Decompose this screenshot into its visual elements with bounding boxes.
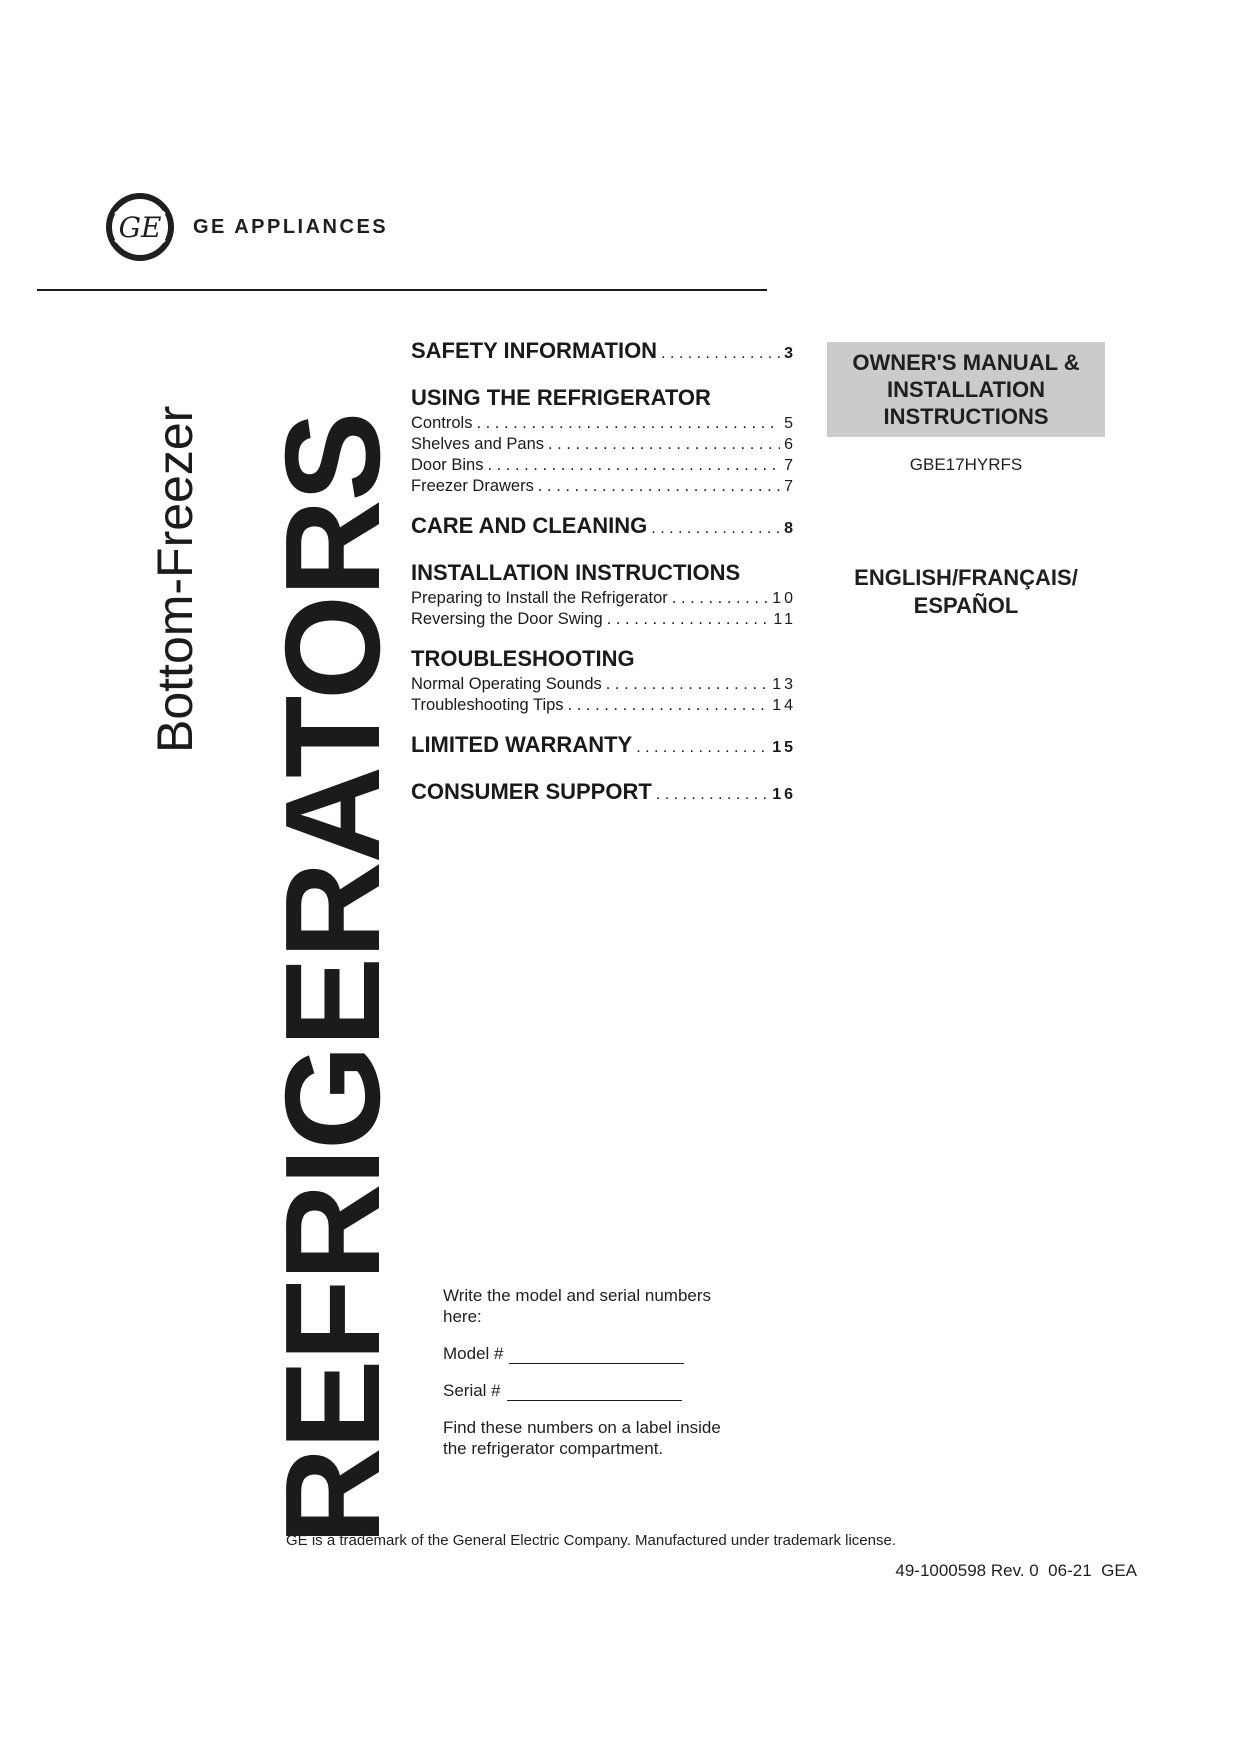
toc-page-number: 7: [784, 457, 796, 474]
manual-type-box: [827, 342, 1105, 437]
toc-section: [411, 511, 796, 544]
toc-section-title: CONSUMER SUPPORT: [411, 779, 652, 804]
serial-number-block: [443, 1285, 743, 1459]
model-number-label: Model #: [443, 1344, 504, 1363]
toc-entry: [411, 695, 796, 716]
toc-page-number: 5: [784, 415, 796, 432]
toc-section: [411, 777, 796, 810]
toc-leader-dots: [607, 609, 770, 630]
toc-entry-label: Normal Operating Sounds: [411, 675, 602, 693]
toc-entry: [411, 588, 796, 609]
brand-name: GE APPLIANCES: [193, 215, 389, 238]
header-divider: [37, 289, 767, 291]
toc-page-number: 6: [784, 436, 796, 453]
model-number-field: [443, 1343, 743, 1364]
toc-leader-dots: [548, 434, 780, 455]
toc-section-heading: [411, 777, 796, 810]
toc-entry-label: Door Bins: [411, 456, 484, 474]
toc-leader-dots: [568, 695, 769, 716]
model-code: GBE17HYRFS: [909, 455, 1023, 474]
toc-entry-label: Freezer Drawers: [411, 477, 534, 495]
document-number: 49-1000598 Rev. 0 06-21 GEA: [895, 1561, 1137, 1580]
serial-number-blank: [507, 1383, 682, 1401]
manual-type-line-1: OWNER'S MANUAL &: [852, 350, 1080, 375]
toc-leader-dots: [661, 339, 780, 369]
toc-page-number: 11: [773, 611, 796, 628]
toc-page-number: 10: [772, 590, 796, 607]
languages-line-2: ESPAÑOL: [913, 593, 1019, 618]
toc-section-heading: [411, 383, 796, 413]
serial-number-field: [443, 1380, 743, 1401]
toc-entry: [411, 674, 796, 695]
toc-section-title: CARE AND CLEANING: [411, 513, 648, 538]
table-of-contents: [411, 336, 796, 818]
toc-section: [411, 730, 796, 763]
logo-monogram-text: GE: [118, 211, 162, 244]
toc-page-number: 15: [772, 739, 796, 756]
side-title-sub: Bottom-Freezer: [147, 405, 203, 753]
toc-leader-dots: [606, 674, 768, 695]
toc-page-number: 14: [772, 697, 796, 714]
side-title-main: REFRIGERATORS: [257, 413, 408, 1545]
toc-entry: [411, 455, 796, 476]
toc-entry: [411, 476, 796, 497]
toc-leader-dots: [538, 476, 780, 497]
toc-section-heading: [411, 336, 796, 369]
toc-leader-dots: [656, 780, 768, 810]
toc-section-heading: [411, 644, 796, 674]
toc-page-number: 16: [772, 786, 796, 803]
toc-section-heading: [411, 730, 796, 763]
toc-section-heading: [411, 511, 796, 544]
toc-leader-dots: [672, 588, 768, 609]
toc-leader-dots: [651, 514, 780, 544]
toc-section-heading: [411, 558, 796, 588]
toc-entry-label: Controls: [411, 414, 473, 432]
toc-section-title: TROUBLESHOOTING: [411, 646, 635, 671]
label-location-text: Find these numbers on a label inside the refrigerator compartment.: [443, 1418, 721, 1458]
toc-section-title: LIMITED WARRANTY: [411, 732, 633, 757]
serial-number-label: Serial #: [443, 1381, 501, 1400]
toc-section: [411, 644, 796, 716]
toc-entry-label: Shelves and Pans: [411, 435, 545, 453]
toc-entry: [411, 413, 796, 434]
toc-leader-dots: [487, 455, 780, 476]
toc-section-title: USING THE REFRIGERATOR: [411, 385, 711, 410]
toc-section: [411, 336, 796, 369]
toc-section-title: SAFETY INFORMATION: [411, 338, 658, 363]
toc-entry-label: Preparing to Install the Refrigerator: [411, 589, 668, 607]
toc-entry-label: Troubleshooting Tips: [411, 696, 564, 714]
languages-line-1: ENGLISH/FRANÇAIS/: [854, 565, 1078, 590]
toc-section-title: INSTALLATION INSTRUCTIONS: [411, 560, 741, 585]
toc-section: [411, 558, 796, 630]
toc-entry: [411, 609, 796, 630]
toc-leader-dots: [476, 413, 780, 434]
brand-header: [105, 192, 388, 262]
toc-page-number: 3: [784, 345, 796, 362]
model-number-blank: [509, 1346, 684, 1364]
manual-type-line-3: INSTRUCTIONS: [883, 404, 1049, 429]
toc-entry-label: Reversing the Door Swing: [411, 610, 603, 628]
toc-page-number: 7: [784, 478, 796, 495]
trademark-notice: GE is a trademark of the General Electric Company. Manufactured under trademark license.: [286, 1532, 896, 1549]
toc-page-number: 8: [784, 520, 796, 537]
languages: [827, 564, 1105, 620]
manual-type-line-2: INSTALLATION: [886, 377, 1046, 402]
toc-page-number: 13: [772, 676, 796, 693]
toc-entry: [411, 434, 796, 455]
ge-monogram-logo: [105, 192, 175, 262]
toc-leader-dots: [636, 733, 768, 763]
serial-intro-text: Write the model and serial numbers here:: [443, 1286, 712, 1326]
toc-section: [411, 383, 796, 497]
